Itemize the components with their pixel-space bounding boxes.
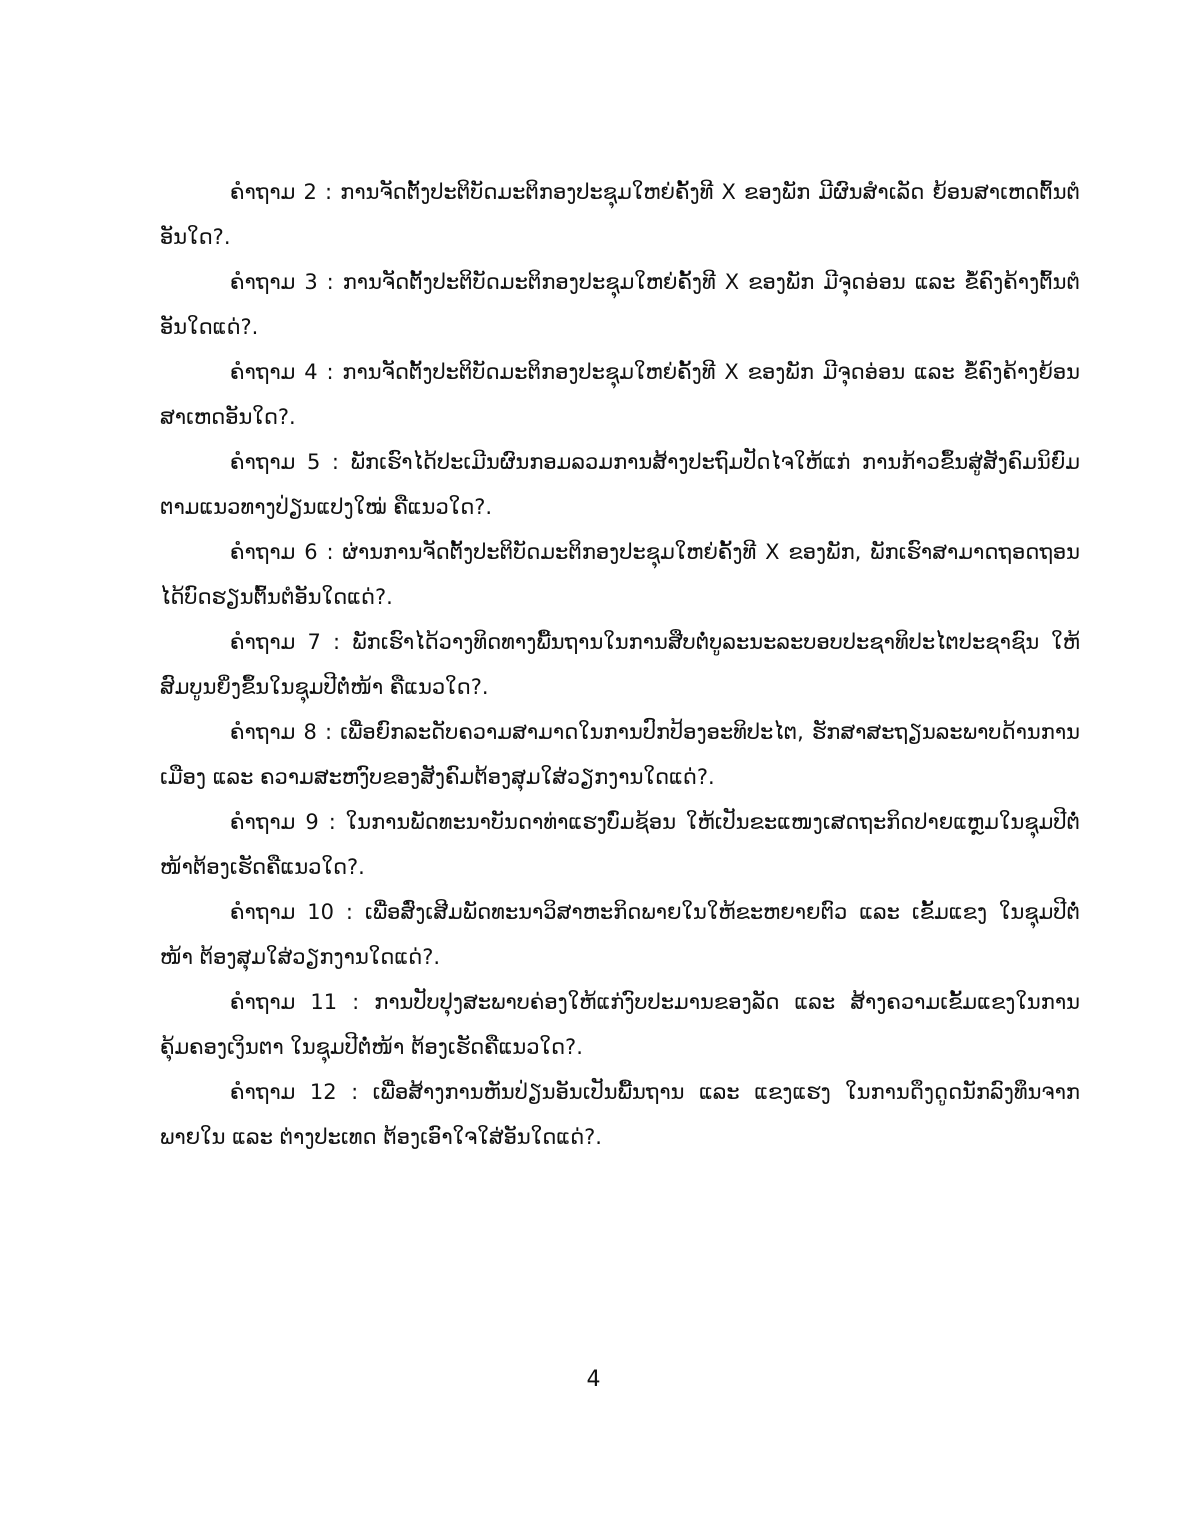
question-5: ຄຳຖາມ 5 : ພັກເຮົາໄດ້ປະເມີນຜົນກອມລວມການສ້າງປະຖົມປັດໄຈໃຫ້ແກ່ ການກ້າວຂຶ້ນສູ່ສັງຄົມນິຍົມ ຕາມແນວທາງປ່ຽນແປງໃໝ່ ຄືແນວໃດ?. [160, 450, 1080, 519]
question-9: ຄຳຖາມ 9 : ໃນການພັດທະນາບັນດາທ່າແຮງບົ່ມຊ້ອນ ໃຫ້ເປັນຂະແໜງເສດຖະກິດປາຍແຫຼມໃນຊຸມປີຕໍ່ໜ້າຕ້ອງເຮັດຄືແນວໃດ?. [160, 810, 1080, 879]
question-11: ຄຳຖາມ 11 : ການປັບປຸງສະພາບຄ່ອງໃຫ້ແກ່ງົບປະມານຂອງລັດ ແລະ ສ້າງຄວາມເຂັ້ມແຂງໃນການຄຸ້ມຄອງເງິນຕາ ໃນຊຸມປີຕໍ່ໜ້າ ຕ້ອງເຮັດຄືແນວໃດ?. [160, 990, 1080, 1059]
question-list [160, 170, 1080, 1160]
question-7: ຄຳຖາມ 7 : ພັກເຮົາໄດ້ວາງທິດທາງພື້ນຖານໃນການສືບຕໍ່ບູລະນະລະບອບປະຊາທິປະໄຕປະຊາຊົນ ໃຫ້ສົມບູນຍິ່ງຂຶ້ນໃນຊຸມປີຕໍ່ໜ້າ ຄືແນວໃດ?. [160, 630, 1080, 699]
question-10: ຄຳຖາມ 10 : ເພື່ອສົ່ງເສີມພັດທະນາວິສາຫະກິດພາຍໃນໃຫ້ຂະຫຍາຍຕົວ ແລະ ເຂັ້ມແຂງ ໃນຊຸມປີຕໍ່ໜ້າ ຕ້ອງສຸມໃສ່ວຽກງານໃດແດ່?. [160, 900, 1080, 969]
question-6: ຄຳຖາມ 6 : ຜ່ານການຈັດຕັ້ງປະຕິບັດມະຕິກອງປະຊຸມໃຫຍ່ຄັ້ງທີ X ຂອງພັກ, ພັກເຮົາສາມາດຖອດຖອນໄດ້ບົດຮຽນຕົ້ນຕໍອັນໃດແດ່?. [160, 540, 1080, 609]
question-4: ຄຳຖາມ 4 : ການຈັດຕັ້ງປະຕິບັດມະຕິກອງປະຊຸມໃຫຍ່ຄັ້ງທີ X ຂອງພັກ ມີຈຸດອ່ອນ ແລະ ຂໍ້ຄົງຄ້າງຍ້ອນສາເຫດອັນໃດ?. [160, 360, 1080, 429]
question-8: ຄຳຖາມ 8 : ເພື່ອຍົກລະດັບຄວາມສາມາດໃນການປົກປ້ອງອະທິປະໄຕ, ຮັກສາສະຖຽນລະພາບດ້ານການເມືອງ ແລະ ຄວາມສະຫງົບຂອງສັງຄົມຕ້ອງສຸມໃສ່ວຽກງານໃດແດ່?. [160, 720, 1080, 789]
question-2: ຄຳຖາມ 2 : ການຈັດຕັ້ງປະຕິບັດມະຕິກອງປະຊຸມໃຫຍ່ຄັ້ງທີ X ຂອງພັກ ມີຜົນສຳເລັດ ຍ້ອນສາເຫດຕົ້ນຕໍອັນໃດ?. [160, 180, 1080, 249]
page-number: 4 [586, 1367, 601, 1392]
question-3: ຄຳຖາມ 3 : ການຈັດຕັ້ງປະຕິບັດມະຕິກອງປະຊຸມໃຫຍ່ຄັ້ງທີ X ຂອງພັກ ມີຈຸດອ່ອນ ແລະ ຂໍ້ຄົງຄ້າງຕົ້ນຕໍອັນໃດແດ່?. [160, 270, 1080, 339]
question-12: ຄຳຖາມ 12 : ເພື່ອສ້າງການຫັນປ່ຽນອັນເປັນພື້ນຖານ ແລະ ແຂງແຮງ ໃນການດຶງດູດນັກລົງທຶນຈາກພາຍໃນ ແລະ ຕ່າງປະເທດ ຕ້ອງເອົາໃຈໃສ່ອັນໃດແດ່?. [160, 1080, 1080, 1149]
